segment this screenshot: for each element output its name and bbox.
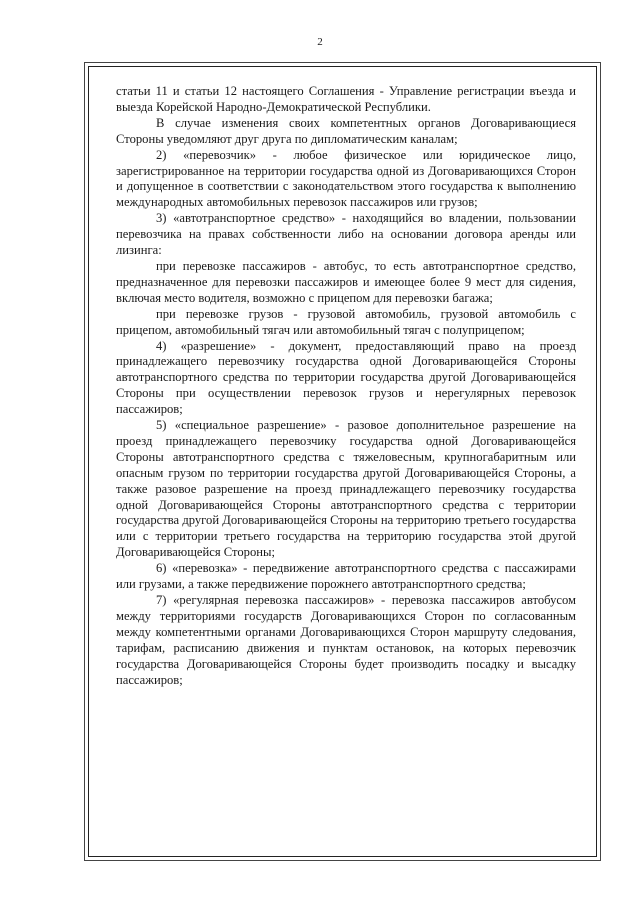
paragraph-permit-definition: 4) «разрешение» - документ, предоставляющий право на проезд принадлежащего перевозчику государства одной Договаривающейся Стороны автотранспортного средства по территории государства другой Договаривающейся Стороны при осуществлении перевозок грузов и нерегулярных перевозок пассажиров;: [116, 338, 576, 417]
document-body: [116, 84, 576, 688]
paragraph-transport-definition: 6) «перевозка» - передвижение автотранспортного средства с пассажирами или грузами, а также передвижение порожнего автотранспортного средства;: [116, 561, 576, 592]
paragraph-vehicle-passengers: при перевозке пассажиров - автобус, то есть автотранспортное средство, предназначенное для перевозки пассажиров и имеющее более 9 мест для сидения, включая место водителя, возможно с прицепом для перевозки багажа;: [116, 258, 576, 305]
page-number: 2: [317, 36, 323, 48]
paragraph-regular-passenger-transport: 7) «регулярная перевозка пассажиров» - перевозка пассажиров автобусом между территориями государств Договаривающихся Сторон по согласованным между компетентными органами Договаривающихся Сторон маршруту следования, тарифам, расписанию движения и пунктам остановок, на которых перевозчик государства Договаривающейся Стороны будет производить посадку и высадку пассажиров;: [116, 593, 576, 687]
paragraph-competent-authorities-change: В случае изменения своих компетентных органов Договаривающиеся Стороны уведомляют друг друга по дипломатическим каналам;: [116, 115, 576, 146]
paragraph-vehicle-definition: 3) «автотранспортное средство» - находящийся во владении, пользовании перевозчика на правах собственности либо на основании договора аренды или лизинга:: [116, 211, 576, 258]
paragraph-vehicle-cargo: при перевозке грузов - грузовой автомобиль, грузовой автомобиль с прицепом, автомобильный тягач или автомобильный тягач с полуприцепом;: [116, 306, 576, 337]
paragraph-continuation: статьи 11 и статьи 12 настоящего Соглашения - Управление регистрации въезда и выезда Корейской Народно-Демократической Республики.: [116, 84, 576, 114]
paragraph-special-permit-definition: 5) «специальное разрешение» - разовое дополнительное разрешение на проезд принадлежащего перевозчику государства одной Договаривающейся Стороны автотранспортного средства с тяжеловесным, крупногабаритным или опасным грузом по территории государства другой Договаривающейся Стороны, а также разовое разрешение на проезд принадлежащего перевозчику государства одной Договаривающейся Стороны автотранспортного средства с территории государства другой Договаривающейся Стороны на территорию третьего государства или с территории третьего государства на территорию государства этой другой Договаривающейся Стороны;: [116, 418, 576, 560]
paragraph-carrier-definition: 2) «перевозчик» - любое физическое или юридическое лицо, зарегистрированное на территории государства одной из Договаривающихся Сторон и допущенное в соответствии с законодательством этого государства к выполнению международных автомобильных перевозок пассажиров или грузов;: [116, 147, 576, 210]
